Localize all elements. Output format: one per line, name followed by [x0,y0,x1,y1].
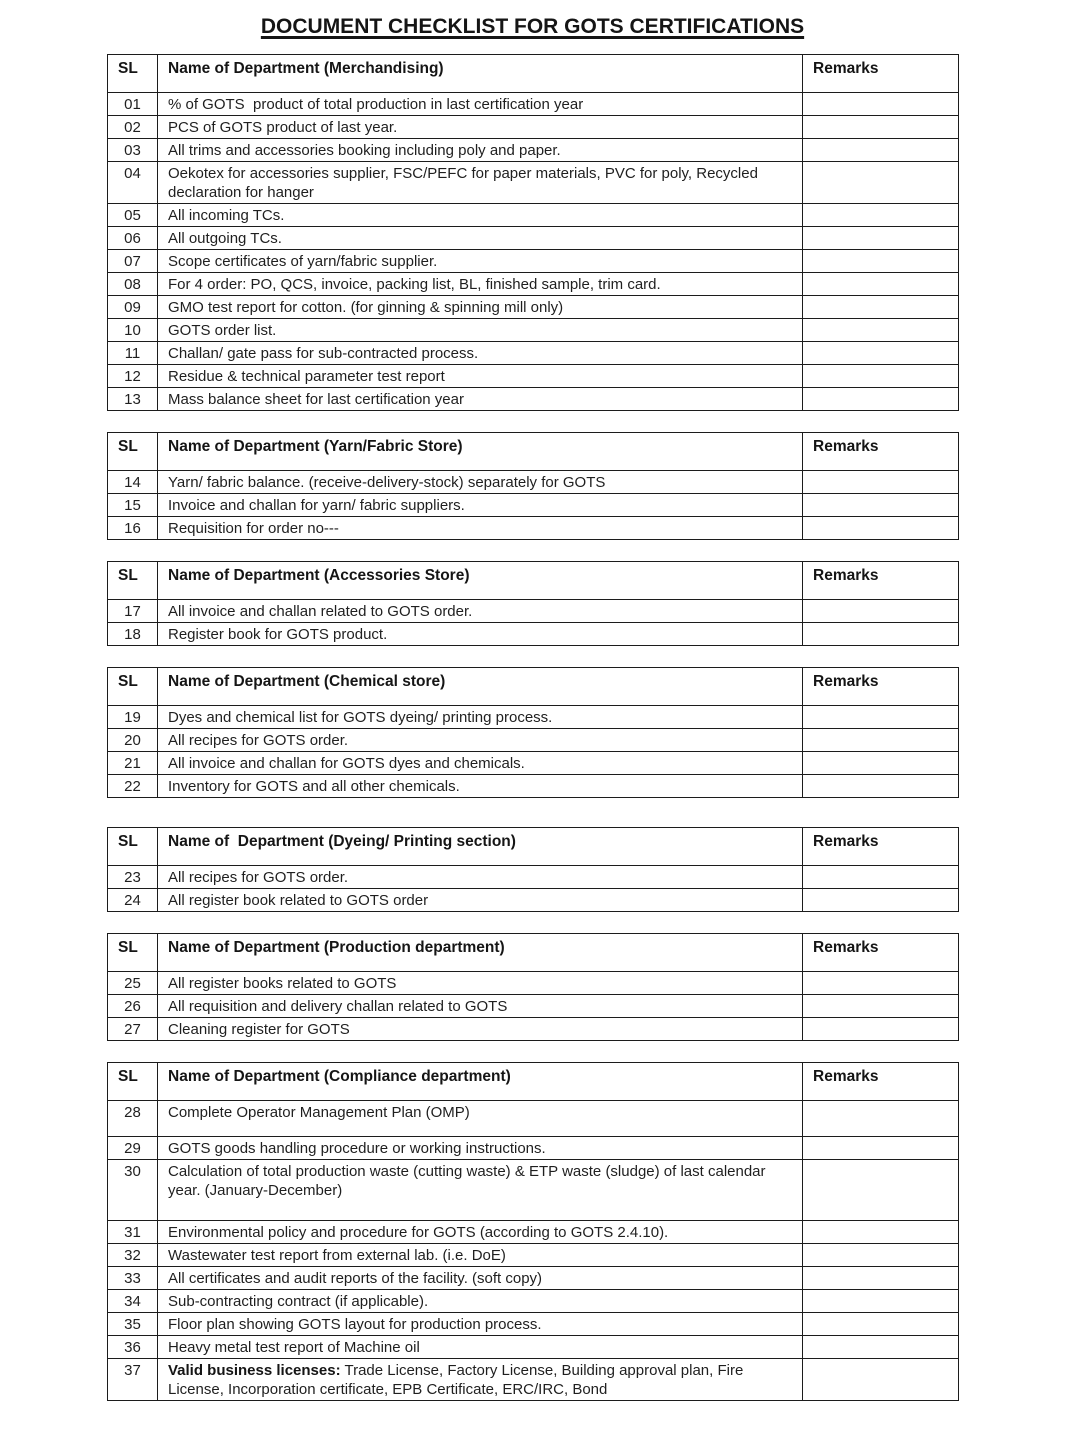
sl-column-header: SL [108,433,158,471]
table-row [108,600,959,623]
header-row [108,1063,959,1101]
item-cell: Residue & technical parameter test report [158,365,803,388]
table-row [108,1313,959,1336]
item-cell: GMO test report for cotton. (for ginning & spinning mill only) [158,296,803,319]
remarks-cell [803,1313,959,1336]
remarks-cell [803,889,959,912]
table-row [108,471,959,494]
sl-cell: 28 [108,1101,158,1137]
remarks-column-header: Remarks [803,562,959,600]
remarks-cell [803,1267,959,1290]
remarks-cell [803,1244,959,1267]
remarks-cell [803,972,959,995]
remarks-cell [803,273,959,296]
remarks-cell [803,1101,959,1137]
remarks-column-header: Remarks [803,1063,959,1101]
sl-column-header: SL [108,668,158,706]
table-row [108,162,959,204]
item-cell: GOTS order list. [158,319,803,342]
remarks-cell [803,250,959,273]
remarks-cell [803,1336,959,1359]
header-row [108,934,959,972]
item-cell [158,1359,803,1401]
checklist-table-2 [107,432,959,540]
remarks-cell [803,227,959,250]
remarks-cell [803,162,959,204]
table-row [108,1018,959,1041]
table-row [108,1336,959,1359]
header-row [108,562,959,600]
item-cell: All register books related to GOTS [158,972,803,995]
remarks-cell [803,1359,959,1401]
remarks-column-header: Remarks [803,433,959,471]
page-title: DOCUMENT CHECKLIST FOR GOTS CERTIFICATIONS [260,15,805,38]
department-column-header: Name of Department (Dyeing/ Printing section) [158,828,803,866]
table-row [108,1267,959,1290]
item-cell: Cleaning register for GOTS [158,1018,803,1041]
table-row [108,1290,959,1313]
remarks-cell [803,1160,959,1221]
sl-cell: 18 [108,623,158,646]
table-row [108,1221,959,1244]
remarks-cell [803,1221,959,1244]
department-column-header: Name of Department (Compliance department) [158,1063,803,1101]
table-row [108,752,959,775]
header-row [108,55,959,93]
sl-cell: 34 [108,1290,158,1313]
department-column-header: Name of Department (Production department) [158,934,803,972]
item-cell: Inventory for GOTS and all other chemicals. [158,775,803,798]
remarks-cell [803,729,959,752]
table-row [108,139,959,162]
sl-cell: 14 [108,471,158,494]
department-column-header: Name of Department (Accessories Store) [158,562,803,600]
sl-column-header: SL [108,934,158,972]
sl-cell: 30 [108,1160,158,1221]
checklist-table-7 [107,1062,959,1401]
remarks-column-header: Remarks [803,934,959,972]
sl-cell: 09 [108,296,158,319]
sl-cell: 20 [108,729,158,752]
item-cell: Calculation of total production waste (cutting waste) & ETP waste (sludge) of last calendar year. (January-December) [158,1160,803,1221]
item-cell: Heavy metal test report of Machine oil [158,1336,803,1359]
remarks-cell [803,319,959,342]
item-cell: Register book for GOTS product. [158,623,803,646]
item-cell: For 4 order: PO, QCS, invoice, packing list, BL, finished sample, trim card. [158,273,803,296]
remarks-cell [803,93,959,116]
table-row [108,93,959,116]
item-cell: Complete Operator Management Plan (OMP) [158,1101,803,1137]
table-row [108,1101,959,1137]
remarks-cell [803,342,959,365]
sl-cell: 16 [108,517,158,540]
item-cell: All incoming TCs. [158,204,803,227]
table-row [108,972,959,995]
sl-cell: 04 [108,162,158,204]
sl-cell: 27 [108,1018,158,1041]
sl-cell: 26 [108,995,158,1018]
remarks-column-header: Remarks [803,828,959,866]
remarks-column-header: Remarks [803,668,959,706]
department-column-header: Name of Department (Chemical store) [158,668,803,706]
table-row [108,494,959,517]
sl-cell: 05 [108,204,158,227]
checklist-table-6 [107,933,959,1041]
remarks-cell [803,388,959,411]
item-cell: PCS of GOTS product of last year. [158,116,803,139]
header-row [108,433,959,471]
item-cell: Invoice and challan for yarn/ fabric suppliers. [158,494,803,517]
remarks-cell [803,1137,959,1160]
item-cell: Challan/ gate pass for sub-contracted process. [158,342,803,365]
table-row [108,250,959,273]
sl-cell: 01 [108,93,158,116]
checklist-table-1 [107,54,959,411]
checklist-table-3 [107,561,959,646]
remarks-cell [803,296,959,319]
checklist-table-5 [107,827,959,912]
sl-column-header: SL [108,828,158,866]
sl-cell: 10 [108,319,158,342]
item-cell: All recipes for GOTS order. [158,729,803,752]
sl-cell: 25 [108,972,158,995]
sl-cell: 08 [108,273,158,296]
sl-cell: 21 [108,752,158,775]
item-cell: Yarn/ fabric balance. (receive-delivery-stock) separately for GOTS [158,471,803,494]
table-row [108,995,959,1018]
item-cell: All requisition and delivery challan related to GOTS [158,995,803,1018]
sl-cell: 12 [108,365,158,388]
sl-cell: 29 [108,1137,158,1160]
table-row [108,623,959,646]
remarks-cell [803,204,959,227]
table-row [108,1244,959,1267]
checklist-table-4 [107,667,959,798]
sl-column-header: SL [108,1063,158,1101]
item-cell: Dyes and chemical list for GOTS dyeing/ printing process. [158,706,803,729]
sl-cell: 35 [108,1313,158,1336]
remarks-cell [803,866,959,889]
table-row [108,116,959,139]
sl-cell: 06 [108,227,158,250]
table-row [108,1160,959,1221]
sl-cell: 07 [108,250,158,273]
remarks-cell [803,517,959,540]
table-row [108,365,959,388]
item-cell: All outgoing TCs. [158,227,803,250]
sl-cell: 37 [108,1359,158,1401]
sl-cell: 36 [108,1336,158,1359]
table-row [108,729,959,752]
table-row [108,342,959,365]
item-cell: Oekotex for accessories supplier, FSC/PEFC for paper materials, PVC for poly, Recycled declaration for hanger [158,162,803,204]
table-row [108,775,959,798]
sl-cell: 32 [108,1244,158,1267]
item-cell: All invoice and challan for GOTS dyes and chemicals. [158,752,803,775]
table-row [108,227,959,250]
remarks-cell [803,752,959,775]
sl-cell: 02 [108,116,158,139]
remarks-cell [803,116,959,139]
sl-cell: 19 [108,706,158,729]
sl-cell: 22 [108,775,158,798]
sl-cell: 15 [108,494,158,517]
table-row [108,866,959,889]
item-cell: Requisition for order no--- [158,517,803,540]
sl-cell: 17 [108,600,158,623]
item-cell: Sub-contracting contract (if applicable). [158,1290,803,1313]
remarks-cell [803,1018,959,1041]
remarks-cell [803,139,959,162]
item-cell: Floor plan showing GOTS layout for production process. [158,1313,803,1336]
header-row [108,668,959,706]
remarks-cell [803,995,959,1018]
sl-cell: 23 [108,866,158,889]
checklist-sections [107,54,958,1401]
item-cell: All register book related to GOTS order [158,889,803,912]
item-cell: All trims and accessories booking including poly and paper. [158,139,803,162]
sl-cell: 33 [108,1267,158,1290]
department-column-header: Name of Department (Yarn/Fabric Store) [158,433,803,471]
remarks-cell [803,494,959,517]
item-cell: All certificates and audit reports of the facility. (soft copy) [158,1267,803,1290]
remarks-cell [803,623,959,646]
remarks-column-header: Remarks [803,55,959,93]
table-row [108,706,959,729]
sl-cell: 03 [108,139,158,162]
remarks-cell [803,365,959,388]
item-cell: Wastewater test report from external lab. (i.e. DoE) [158,1244,803,1267]
table-row [108,1359,959,1401]
item-cell: All invoice and challan related to GOTS order. [158,600,803,623]
item-cell: Scope certificates of yarn/fabric supplier. [158,250,803,273]
item-cell: Mass balance sheet for last certification year [158,388,803,411]
item-cell: Environmental policy and procedure for GOTS (according to GOTS 2.4.10). [158,1221,803,1244]
sl-cell: 11 [108,342,158,365]
remarks-cell [803,471,959,494]
remarks-cell [803,775,959,798]
remarks-cell [803,1290,959,1313]
item-text: Trade License, Factory License, Building approval plan, Fire License, Incorporation certificate, EPB Certificate, ERC/IRC, Bond [168,1362,748,1398]
table-row [108,1137,959,1160]
sl-cell: 13 [108,388,158,411]
item-bold-text: Valid business licenses: [168,1362,341,1379]
item-cell: % of GOTS product of total production in last certification year [158,93,803,116]
remarks-cell [803,706,959,729]
header-row [108,828,959,866]
department-column-header: Name of Department (Merchandising) [158,55,803,93]
sl-column-header: SL [108,562,158,600]
table-row [108,204,959,227]
remarks-cell [803,600,959,623]
sl-cell: 24 [108,889,158,912]
table-row [108,388,959,411]
sl-column-header: SL [108,55,158,93]
table-row [108,296,959,319]
item-cell: All recipes for GOTS order. [158,866,803,889]
table-row [108,517,959,540]
table-row [108,319,959,342]
item-cell: GOTS goods handling procedure or working instructions. [158,1137,803,1160]
sl-cell: 31 [108,1221,158,1244]
table-row [108,273,959,296]
table-row [108,889,959,912]
